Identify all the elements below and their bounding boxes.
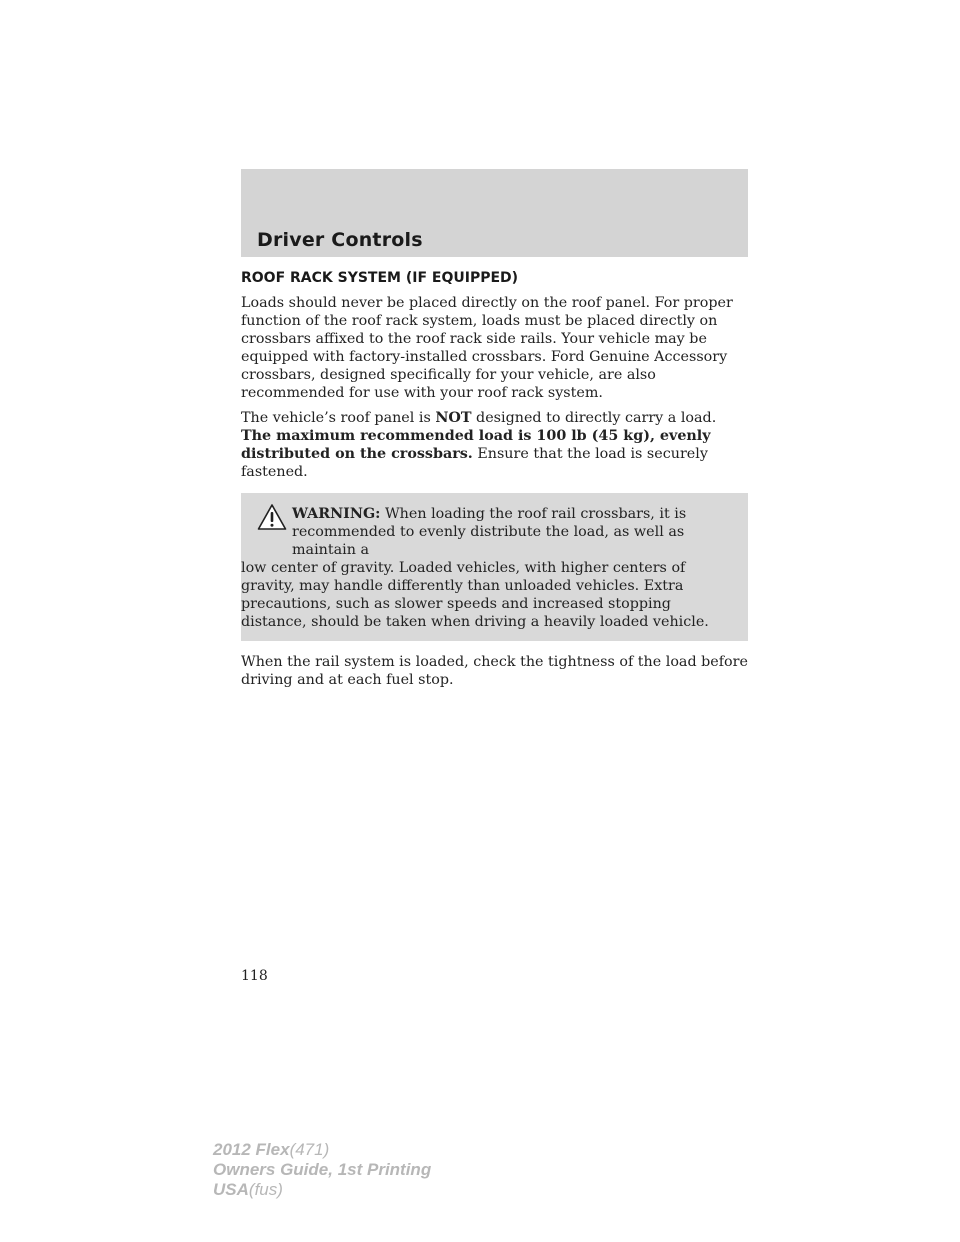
paragraph-roof-loads: Loads should never be placed directly on the roof panel. For proper function of the roof rack system, loads must be placed directly on crossbars affixed to the roof rack side rails. Your vehicle may be equipped with factory-installed crossbars. Ford Genuine Accessory crossbars, designed specifically for your vehicle, are also recommended for use with your roof rack system. xyxy=(241,295,733,401)
section-heading: ROOF RACK SYSTEM (IF EQUIPPED) xyxy=(241,270,519,286)
warning-triangle-icon xyxy=(257,503,287,531)
paragraph-check-tightness: When the rail system is loaded, check the tightness of the load before driving and at each fuel stop. xyxy=(241,654,748,688)
footer-market: USA xyxy=(213,1180,249,1199)
emphasis-not: NOT xyxy=(435,410,472,426)
page-number: 118 xyxy=(241,968,268,984)
section-title: Driver Controls xyxy=(257,229,423,251)
warning-text-rest: low center of gravity. Loaded vehicles, with higher centers of gravity, may handle differently than unloaded vehicles. Extra precautions, such as slower speeds and increased stopping distance, should be taken when driving a heavily loaded vehicle. xyxy=(241,560,709,630)
text-span: designed to directly carry a load. xyxy=(471,410,717,426)
print-footer xyxy=(213,1140,431,1200)
paragraph-max-load xyxy=(241,409,748,481)
footer-market-code: (fus) xyxy=(248,1180,283,1199)
emphasis-max-load: The maximum recommended load is 100 lb (45 kg), evenly distributed on the crossbars. xyxy=(241,428,711,462)
warning-text-first: When loading the roof rail crossbars, it is recommended to evenly distribute the load, as well as maintain a xyxy=(292,506,687,558)
footer-model: 2012 Flex xyxy=(213,1140,290,1159)
warning-first-lines xyxy=(241,505,740,559)
footer-line-market xyxy=(213,1180,431,1200)
text-span: The vehicle’s roof panel is xyxy=(241,410,436,426)
text-span: Ensure that the load is securely fastened. xyxy=(241,446,708,480)
footer-model-code: (471) xyxy=(289,1140,330,1159)
footer-line-model xyxy=(213,1140,431,1160)
section-header-band xyxy=(241,169,748,257)
footer-line-edition: Owners Guide, 1st Printing xyxy=(213,1160,432,1179)
warning-box xyxy=(241,493,748,641)
warning-label: WARNING: xyxy=(292,506,381,522)
page-content xyxy=(241,269,748,696)
